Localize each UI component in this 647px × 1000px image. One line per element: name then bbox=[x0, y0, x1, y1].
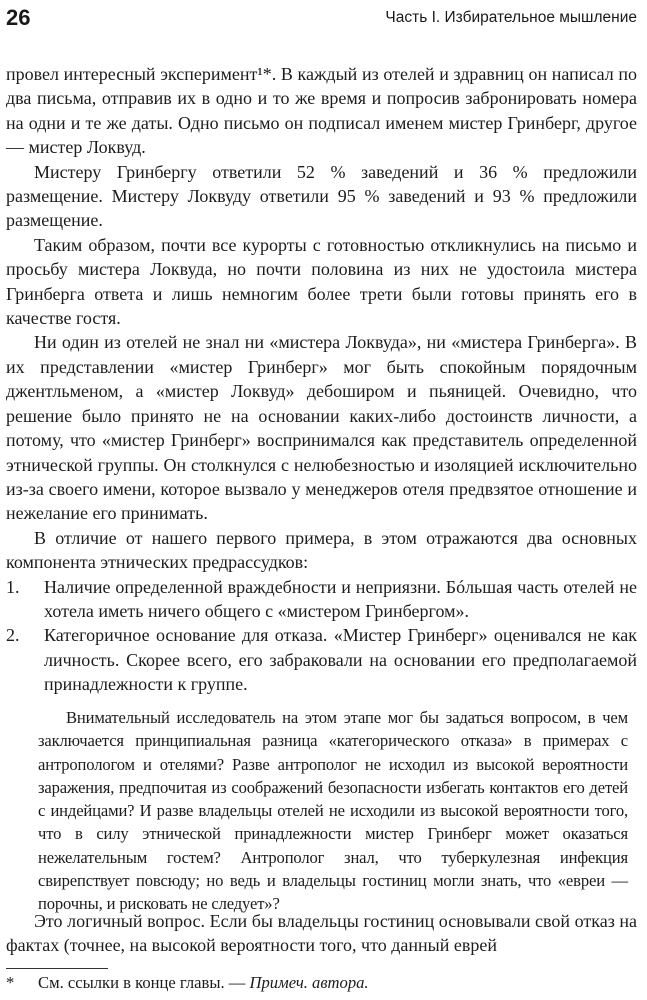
page-header bbox=[0, 0, 647, 44]
sidebar-block bbox=[38, 706, 628, 916]
continuation-text bbox=[6, 909, 637, 958]
list-number: 2. bbox=[6, 625, 20, 646]
list-item-text: Категоричное основание для отказа. «Мистер Гринберг» оценивался не как личность. Скорее всего, его забраковали на основании его предполагаемой принадлежности к группе. bbox=[44, 625, 637, 695]
running-head: Часть I. Избирательное мышление bbox=[385, 9, 637, 26]
footnote bbox=[6, 972, 637, 994]
paragraph: В отличие от нашего первого примера, в этом отражаются два основных компонента этнических предрассудков: bbox=[6, 527, 637, 573]
main-text bbox=[6, 62, 637, 697]
list-number: 1. bbox=[6, 576, 20, 597]
paragraph: Ни один из отелей не знал ни «мистера Локвуда», ни «мистера Гринберга». В их представлении «мистер Гринберг» мог быть спокойным порядочным джентльменом, а «мистер Локвуд» дебоширом и пьяницей. Очевидно, что решение было принято не на основании каких-либо достоинств личности, а потому, что «мистер Гринберг» воспринимался как представитель определенной этнической группы. Он столкнулся с нелюбезностью и изоляцией исключительно из-за своего имени, которое вызвало у менеджеров отеля предвзятое отношение и нежелание его принимать. bbox=[6, 332, 637, 524]
list-item bbox=[6, 575, 637, 624]
paragraph: Это логичный вопрос. Если бы владельцы гостиниц основывали свой отказ на фактах (точнее, на высокой вероятности того, что данный еврей bbox=[6, 911, 637, 956]
list-item bbox=[6, 623, 637, 696]
footnote-mark: * bbox=[6, 973, 15, 992]
paragraph: Мистеру Гринбергу ответили 52 % заведений и 36 % предложили размещение. Мистеру Локвуду ответили 95 % заведений и 93 % предложили размещение. bbox=[6, 161, 637, 231]
list-item-text: Наличие определенной враждебности и неприязни. Бóльшая часть отелей не хотела иметь ничего общего с «мистером Гринбергом». bbox=[44, 576, 637, 621]
numbered-list bbox=[6, 575, 637, 697]
footnote-emphasis: Примеч. автора. bbox=[249, 973, 369, 992]
footnote-text: См. ссылки в конце главы. — bbox=[38, 973, 246, 992]
footnote-rule bbox=[6, 968, 108, 969]
page-number: 26 bbox=[6, 5, 31, 30]
paragraph: провел интересный эксперимент¹*. В каждый из отелей и здравниц он написал по два письма, отправив их в одно и то же время и попросив забронировать номера на одни и те же даты. Одно письмо он подписал именем мистер Гринберг, другое — мистер Локвуд. bbox=[6, 64, 637, 158]
paragraph: Таким образом, почти все курорты с готовностью откликнулись на письмо и просьбу мистера Локвуда, но почти половина из них не удостоила мистера Гринберга ответа и лишь немногим более трети были готовы принять его в качестве гостя. bbox=[6, 234, 637, 329]
sidebar-paragraph: Внимательный исследователь на этом этапе мог бы задаться вопросом, в чем заключается принципиальная разница «категорического отказа» в примерах с антропологом и отелями? Разве антрополог не исходил из высокой вероятности заражения, предпочитая из соображений безопасности избегать контактов его детей с индейцами? И разве владельцы отелей не исходили из высокой вероятности того, что в силу этнической принадлежности мистер Гринберг может оказаться нежелательным гостем? Антрополог знал, что туберкулезная инфекция свирепствует повсюду; но ведь и владельцы гостиниц могли знать, что «евреи — порочны, и рисковать не следует»? bbox=[38, 708, 628, 914]
